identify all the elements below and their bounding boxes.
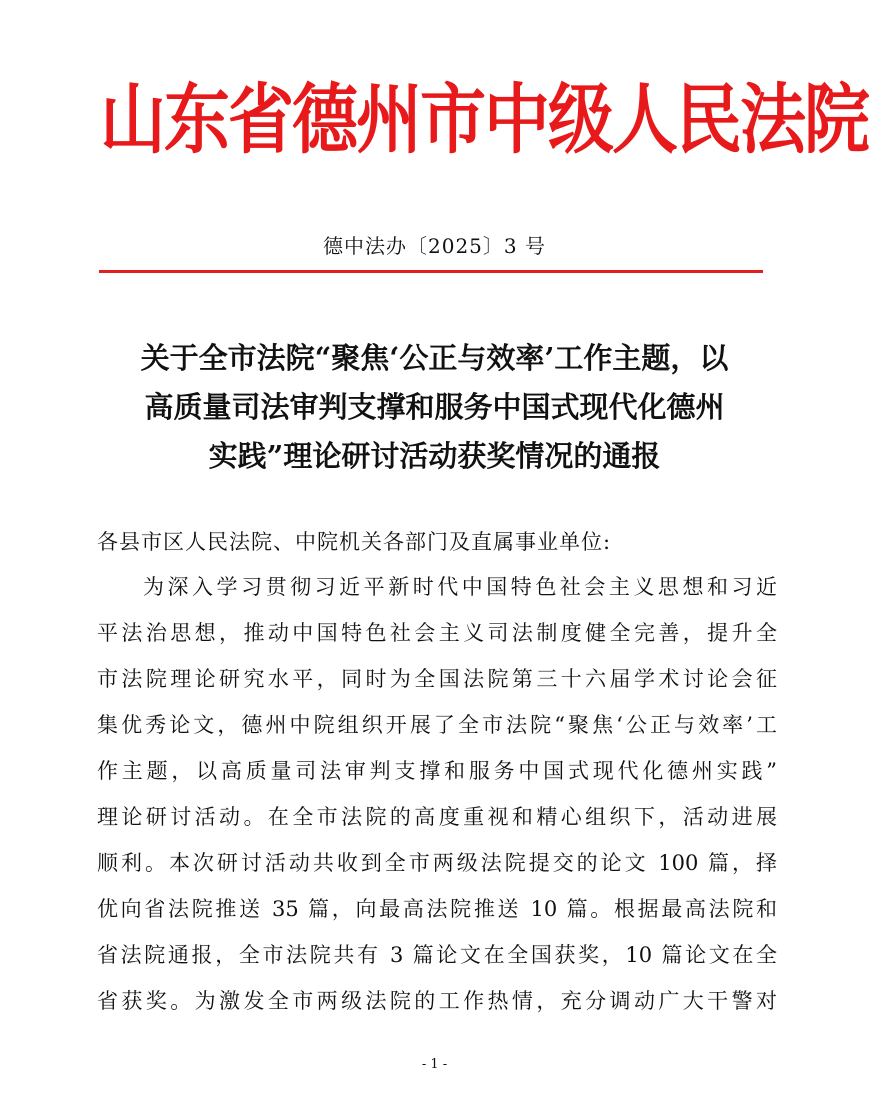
title-line: 关于全市法院“聚焦‘公正与效率’工作主题，以 [140, 341, 729, 375]
body-line: 市法院理论研究水平，同时为全国法院第三十六届学术讨论会征 [97, 667, 777, 691]
body-line: 作主题，以高质量司法审判支撑和服务中国式现代化德州实践” [97, 759, 777, 783]
page-number: - 1 - [421, 1057, 448, 1072]
body-line: 集优秀论文，德州中院组织开展了全市法院“聚焦‘公正与效率’工 [97, 713, 777, 737]
title-line: 高质量司法审判支撑和服务中国式现代化德州 [144, 390, 725, 424]
body-paragraph [97, 564, 777, 1024]
body-line: 省法院通报，全市法院共有 3 篇论文在全国获奖，10 篇论文在全 [97, 943, 777, 967]
notice-title [90, 334, 779, 481]
body-line: 平法治思想，推动中国特色社会主义司法制度健全完善，提升全 [97, 621, 777, 645]
body-line: 省获奖。为激发全市两级法院的工作热情，充分调动广大干警对 [97, 989, 777, 1013]
body-line: 顺利。本次研讨活动共收到全市两级法院提交的论文 100 篇，择 [97, 851, 777, 875]
body-line: 理论研讨活动。在全市法院的高度重视和精心组织下，活动进展 [97, 805, 777, 829]
body-line: 为深入学习贯彻习近平新时代中国特色社会主义思想和习近 [143, 575, 777, 599]
salutation: 各县市区人民法院、中院机关各部门及直属事业单位: [97, 530, 612, 554]
body-line: 优向省法院推送 35 篇，向最高法院推送 10 篇。根据最高法院和 [97, 897, 777, 921]
document-number: 德中法办〔2025〕3 号 [323, 234, 546, 258]
red-divider-line [99, 270, 763, 273]
title-line: 实践”理论研讨活动获奖情况的通报 [208, 439, 661, 473]
court-masthead: 山东省德州市中级人民法院 [100, 74, 868, 165]
